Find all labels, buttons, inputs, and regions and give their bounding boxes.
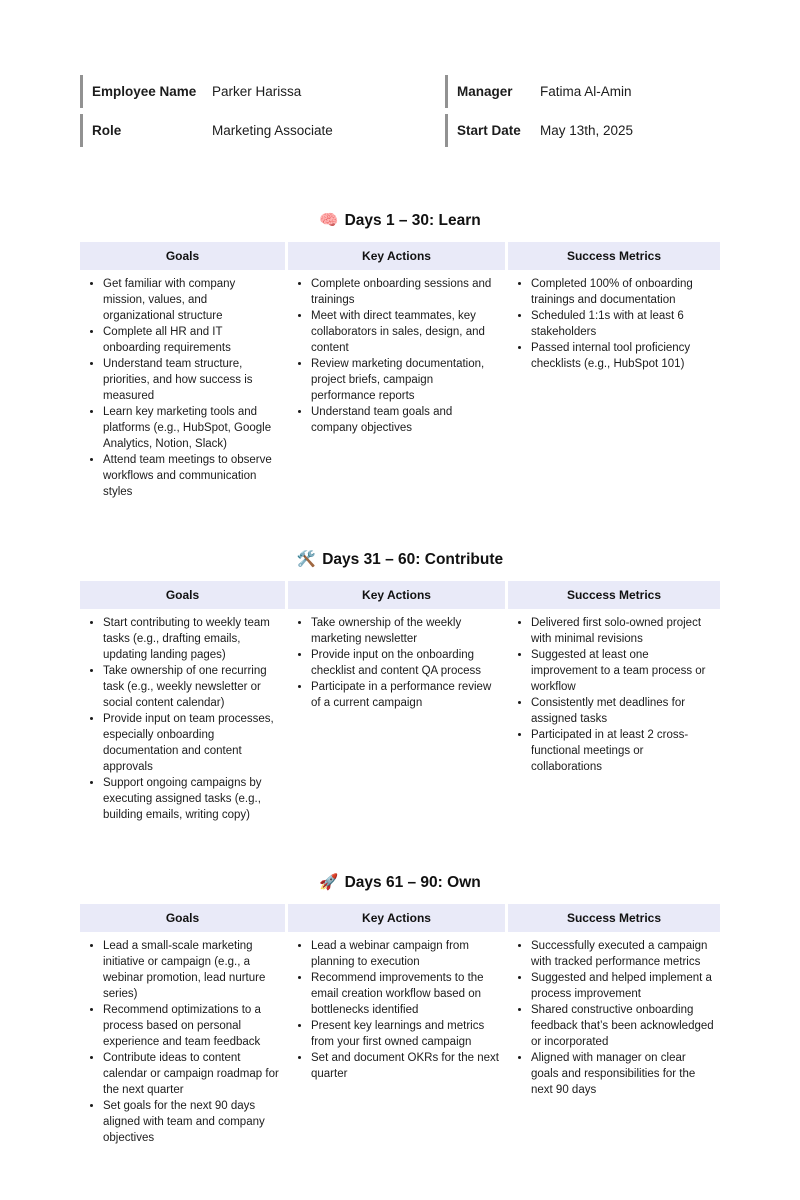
employee-name-label: Employee Name [92, 84, 197, 99]
bullet-item: • Complete onboarding sessions and trainings [311, 276, 499, 308]
success-metrics-list [508, 615, 714, 775]
section-days-1-30 [80, 211, 720, 508]
table-header-row [80, 581, 720, 609]
bullet-item: • Set and document OKRs for the next quarter [311, 1050, 499, 1082]
goals-cell [80, 270, 285, 508]
bullet-item: • Participate in a performance review of a current campaign [311, 679, 499, 711]
table-header-row [80, 242, 720, 270]
bullet-item: • Attend team meetings to observe workflows and communication styles [103, 452, 279, 500]
table-body-row [80, 932, 720, 1154]
bullet-item: • Present key learnings and metrics from your first owned campaign [311, 1018, 499, 1050]
bullet-item: • Start contributing to weekly team tasks (e.g., drafting emails, updating landing pages) [103, 615, 279, 663]
key-actions-cell [288, 932, 505, 1154]
bullet-item: • Successfully executed a campaign with tracked performance metrics [531, 938, 714, 970]
bullet-item: • Take ownership of one recurring task (e.g., weekly newsletter or social content calendar) [103, 663, 279, 711]
manager-label: Manager [457, 84, 513, 99]
bullet-item: • Set goals for the next 90 days aligned with team and company objectives [103, 1098, 279, 1146]
start-date-label: Start Date [457, 123, 521, 138]
bullet-item: • Complete all HR and IT onboarding requirements [103, 324, 279, 356]
role-label: Role [92, 123, 122, 138]
table-header-row [80, 904, 720, 932]
plan-table [77, 904, 723, 1154]
bullet-item: • Meet with direct teammates, key collaborators in sales, design, and content [311, 308, 499, 356]
goals-cell [80, 932, 285, 1154]
goals-list [80, 938, 279, 1146]
column-header-key-actions: Key Actions [288, 581, 505, 609]
section-days-61-90 [80, 873, 720, 1154]
bullet-item: • Lead a small-scale marketing initiative or campaign (e.g., a webinar promotion, lead nurture series) [103, 938, 279, 1002]
role-value: Marketing Associate [212, 123, 333, 138]
goals-list [80, 276, 279, 500]
hammer-wrench-icon: 🛠️ [296, 551, 317, 568]
role-cell [80, 114, 445, 147]
start-date-cell [445, 114, 720, 147]
bullet-item: • Participated in at least 2 cross-functional meetings or collaborations [531, 727, 714, 775]
goals-cell [80, 609, 285, 831]
info-row [80, 75, 720, 108]
key-actions-cell [288, 270, 505, 508]
plan-table [77, 581, 723, 831]
table-body-row [80, 609, 720, 831]
bullet-item: • Review marketing documentation, project briefs, campaign performance reports [311, 356, 499, 404]
table-body-row [80, 270, 720, 508]
success-metrics-list [508, 938, 714, 1098]
success-metrics-cell [508, 609, 720, 831]
column-header-goals: Goals [80, 904, 285, 932]
key-actions-list [288, 276, 499, 436]
employee-name-cell [80, 75, 445, 108]
section-days-31-60 [80, 550, 720, 831]
bullet-item: • Aligned with manager on clear goals and responsibilities for the next 90 days [531, 1050, 714, 1098]
section-title [80, 550, 720, 569]
bullet-item: • Support ongoing campaigns by executing assigned tasks (e.g., building emails, writing copy) [103, 775, 279, 823]
column-header-key-actions: Key Actions [288, 242, 505, 270]
bullet-item: • Suggested and helped implement a process improvement [531, 970, 714, 1002]
bullet-item: • Shared constructive onboarding feedback that’s been acknowledged or incorporated [531, 1002, 714, 1050]
bullet-item: • Passed internal tool proficiency checklists (e.g., HubSpot 101) [531, 340, 714, 372]
column-header-goals: Goals [80, 242, 285, 270]
bullet-item: • Delivered first solo-owned project with minimal revisions [531, 615, 714, 647]
success-metrics-cell [508, 932, 720, 1154]
bullet-item: • Consistently met deadlines for assigned tasks [531, 695, 714, 727]
employee-info-table [80, 75, 720, 147]
bullet-item: • Get familiar with company mission, values, and organizational structure [103, 276, 279, 324]
bullet-item: • Recommend improvements to the email creation workflow based on bottlenecks identified [311, 970, 499, 1018]
key-actions-list [288, 615, 499, 711]
section-title [80, 873, 720, 892]
section-title-text: Days 31 – 60: Contribute [322, 551, 504, 568]
key-actions-cell [288, 609, 505, 831]
column-header-key-actions: Key Actions [288, 904, 505, 932]
manager-cell [445, 75, 720, 108]
column-header-success-metrics: Success Metrics [508, 242, 720, 270]
bullet-item: • Take ownership of the weekly marketing newsletter [311, 615, 499, 647]
bullet-item: • Recommend optimizations to a process based on personal experience and team feedback [103, 1002, 279, 1050]
bullet-item: • Contribute ideas to content calendar or campaign roadmap for the next quarter [103, 1050, 279, 1098]
rocket-icon: 🚀 [319, 874, 339, 891]
info-row [80, 114, 720, 147]
bullet-item: • Suggested at least one improvement to a team process or workflow [531, 647, 714, 695]
column-header-goals: Goals [80, 581, 285, 609]
bullet-item: • Provide input on the onboarding checklist and content QA process [311, 647, 499, 679]
success-metrics-list [508, 276, 714, 372]
employee-name-value: Parker Harissa [212, 84, 302, 99]
success-metrics-cell [508, 270, 720, 508]
manager-value: Fatima Al-Amin [540, 84, 632, 99]
start-date-value: May 13th, 2025 [540, 123, 634, 138]
bullet-item: • Understand team goals and company objectives [311, 404, 499, 436]
column-header-success-metrics: Success Metrics [508, 581, 720, 609]
brain-icon: 🧠 [319, 212, 339, 229]
plan-table [77, 242, 723, 508]
bullet-item: • Understand team structure, priorities, and how success is measured [103, 356, 279, 404]
section-title [80, 211, 720, 230]
section-title-text: Days 1 – 30: Learn [344, 212, 481, 229]
bullet-item: • Completed 100% of onboarding trainings and documentation [531, 276, 714, 308]
goals-list [80, 615, 279, 823]
key-actions-list [288, 938, 499, 1082]
bullet-item: • Learn key marketing tools and platforms (e.g., HubSpot, Google Analytics, Notion, Slack) [103, 404, 279, 452]
bullet-item: • Scheduled 1:1s with at least 6 stakeholders [531, 308, 714, 340]
section-title-text: Days 61 – 90: Own [344, 874, 481, 891]
bullet-item: • Provide input on team processes, especially onboarding documentation and content approvals [103, 711, 279, 775]
bullet-item: • Lead a webinar campaign from planning to execution [311, 938, 499, 970]
column-header-success-metrics: Success Metrics [508, 904, 720, 932]
